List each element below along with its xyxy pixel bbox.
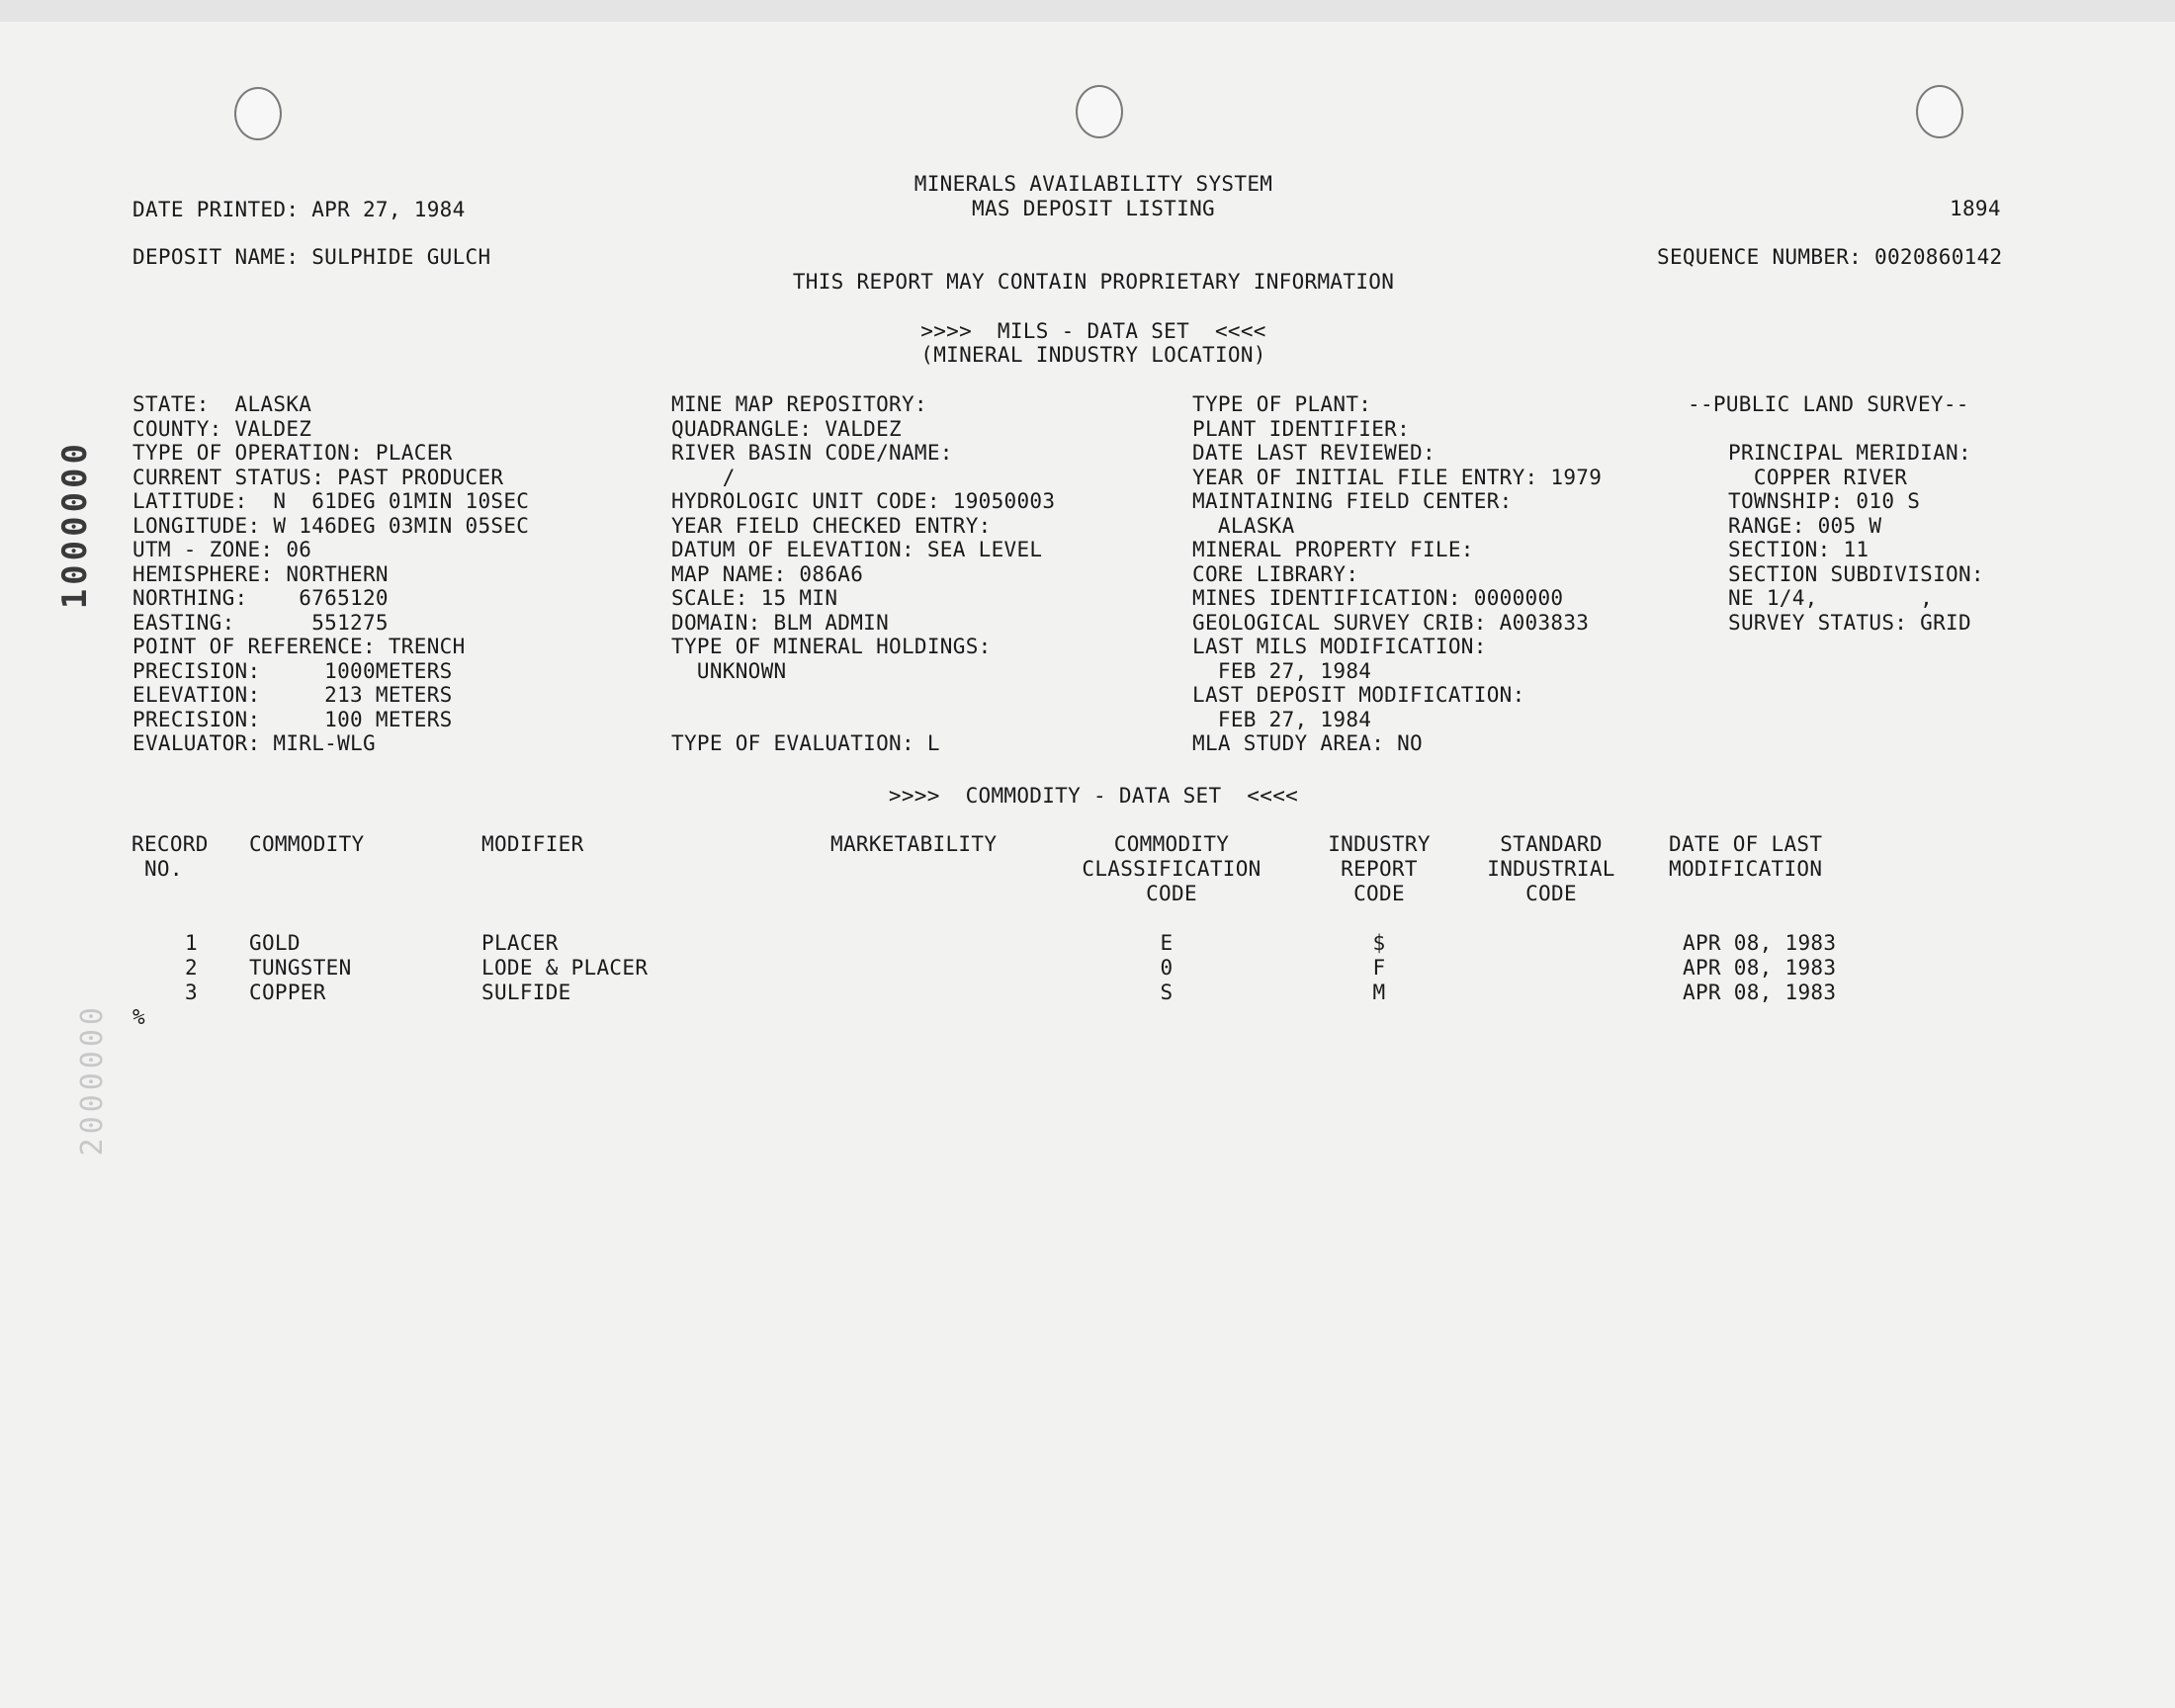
system-title: MINERALS AVAILABILITY SYSTEM: [914, 172, 1273, 196]
mils-field-line: PRECISION: 100 METERS: [132, 707, 453, 731]
mils-field-line: TYPE OF MINERAL HOLDINGS:: [671, 635, 992, 658]
date-printed: DATE PRINTED: APR 27, 1984: [132, 198, 466, 221]
survey-field-line: TOWNSHIP: 010 S: [1728, 489, 1921, 513]
mils-field-line: LAST MILS MODIFICATION:: [1192, 635, 1487, 658]
binder-hole-center: [1076, 85, 1123, 138]
header-modifier: MODIFIER: [481, 832, 584, 856]
table-row: [0, 956, 2175, 981]
proprietary-notice: THIS REPORT MAY CONTAIN PROPRIETARY INFORMATION: [792, 270, 1395, 294]
cell-classification-code: E: [1160, 931, 1174, 955]
mils-field-line: NORTHING: 6765120: [132, 586, 389, 610]
mils-field-line: HEMISPHERE: NORTHERN: [132, 561, 389, 586]
mils-field-line: MAINTAINING FIELD CENTER:: [1192, 489, 1513, 513]
header-record-no: RECORD NO.: [131, 832, 209, 881]
mils-field-line: DOMAIN: BLM ADMIN: [671, 610, 890, 635]
cell-classification-code: S: [1160, 981, 1174, 1004]
mils-section-subtitle: (MINERAL INDUSTRY LOCATION): [920, 343, 1266, 367]
public-land-survey-title: --PUBLIC LAND SURVEY--: [1688, 392, 1969, 416]
mils-field-line: GEOLOGICAL SURVEY CRIB: A003833: [1192, 610, 1590, 635]
mils-field-line: CURRENT STATUS: PAST PRODUCER: [132, 465, 504, 489]
listing-title: MAS DEPOSIT LISTING: [972, 197, 1215, 220]
mils-field-line: TYPE OF EVALUATION: L: [671, 731, 940, 755]
survey-field-line: SECTION: 11: [1728, 538, 1870, 561]
survey-field-line: COPPER RIVER: [1728, 465, 1908, 489]
binder-hole-left: [234, 87, 282, 140]
mils-field-line: MINE MAP REPOSITORY:: [671, 392, 927, 416]
mils-field-line: DATE LAST REVIEWED:: [1192, 441, 1436, 465]
mils-field-line: MLA STUDY AREA: NO: [1192, 731, 1423, 755]
cell-date: APR 08, 1983: [1683, 981, 1837, 1004]
mils-field-line: STATE: ALASKA: [132, 392, 312, 416]
cell-commodity: COPPER: [249, 981, 326, 1004]
mils-field-line: UTM - ZONE: 06: [132, 538, 312, 561]
mils-field-line: POINT OF REFERENCE: TRENCH: [132, 635, 466, 658]
cell-industry-code: $: [1372, 931, 1386, 955]
cell-record-no: 3: [185, 981, 198, 1004]
mils-section-title: >>>> MILS - DATA SET <<<<: [920, 319, 1266, 343]
survey-field-line: PRINCIPAL MERIDIAN:: [1728, 441, 1971, 465]
header-marketability: MARKETABILITY: [830, 832, 998, 856]
cell-record-no: 2: [185, 956, 198, 980]
mils-field-line: UNKNOWN: [671, 658, 787, 683]
mils-field-line: EVALUATOR: MIRL-WLG: [132, 731, 376, 755]
mils-field-line: COUNTY: VALDEZ: [132, 416, 312, 441]
cell-commodity: GOLD: [249, 931, 301, 955]
header-industry-report-code: INDUSTRY REPORT CODE: [1328, 832, 1431, 905]
header-commodity: COMMODITY: [249, 832, 365, 856]
mils-field-line: MAP NAME: 086A6: [671, 561, 864, 586]
mils-field-line: /: [671, 465, 736, 489]
margin-stamp-upper: 1000000: [55, 440, 95, 610]
listing-terminator: %: [132, 1005, 145, 1029]
cell-modifier: PLACER: [481, 931, 559, 955]
cell-record-no: 1: [185, 931, 198, 955]
mils-field-line: TYPE OF OPERATION: PLACER: [132, 441, 453, 465]
mils-field-line: LATITUDE: N 61DEG 01MIN 10SEC: [132, 489, 530, 513]
cell-modifier: LODE & PLACER: [481, 956, 649, 980]
mils-field-line: FEB 27, 1984: [1192, 707, 1372, 731]
cell-industry-code: M: [1372, 981, 1386, 1004]
mils-field-line: RIVER BASIN CODE/NAME:: [671, 441, 953, 465]
survey-field-line: SURVEY STATUS: GRID: [1728, 610, 1971, 635]
cell-industry-code: F: [1372, 956, 1386, 980]
mils-field-line: MINERAL PROPERTY FILE:: [1192, 538, 1474, 561]
mils-field-line: SCALE: 15 MIN: [671, 586, 838, 610]
mils-field-line: HYDROLOGIC UNIT CODE: 19050003: [671, 489, 1056, 513]
mils-field-line: FEB 27, 1984: [1192, 658, 1372, 683]
cell-classification-code: 0: [1160, 956, 1174, 980]
mils-field-line: QUADRANGLE: VALDEZ: [671, 416, 902, 441]
cell-date: APR 08, 1983: [1683, 931, 1837, 955]
mils-field-line: YEAR FIELD CHECKED ENTRY:: [671, 513, 992, 538]
mils-field-line: EASTING: 551275: [132, 610, 389, 635]
mils-field-line: PLANT IDENTIFIER:: [1192, 416, 1411, 441]
header-date-last-modification: DATE OF LAST MODIFICATION: [1669, 832, 1823, 881]
header-classification-code: COMMODITY CLASSIFICATION CODE: [1082, 832, 1262, 905]
mils-field-line: PRECISION: 1000METERS: [132, 658, 453, 683]
survey-field-line: SECTION SUBDIVISION:: [1728, 561, 1984, 586]
table-row: [0, 981, 2175, 1005]
binder-hole-right: [1916, 85, 1963, 138]
mils-field-line: LONGITUDE: W 146DEG 03MIN 05SEC: [132, 513, 530, 538]
deposit-name: DEPOSIT NAME: SULPHIDE GULCH: [132, 245, 491, 269]
cell-commodity: TUNGSTEN: [249, 956, 352, 980]
survey-field-line: RANGE: 005 W: [1728, 513, 1882, 538]
survey-field-line: NE 1/4, ,: [1728, 586, 1934, 610]
sequence-number: SEQUENCE NUMBER: 0020860142: [1657, 245, 2003, 269]
mils-field-line: CORE LIBRARY:: [1192, 561, 1359, 586]
mils-field-line: TYPE OF PLANT:: [1192, 392, 1372, 416]
margin-stamp-lower: 2000000: [75, 1003, 110, 1156]
mils-field-line: DATUM OF ELEVATION: SEA LEVEL: [671, 538, 1043, 561]
mils-field-line: ELEVATION: 213 METERS: [132, 683, 453, 707]
cell-date: APR 08, 1983: [1683, 956, 1837, 980]
header-standard-industrial-code: STANDARD INDUSTRIAL CODE: [1487, 832, 1615, 905]
page-number: 1894: [1950, 197, 2001, 220]
mils-field-line: MINES IDENTIFICATION: 0000000: [1192, 586, 1564, 610]
mils-field-line: YEAR OF INITIAL FILE ENTRY: 1979: [1192, 465, 1603, 489]
mils-field-line: LAST DEPOSIT MODIFICATION:: [1192, 683, 1525, 707]
mils-field-line: ALASKA: [1192, 513, 1295, 538]
table-row: [0, 931, 2175, 956]
commodity-section-title: >>>> COMMODITY - DATA SET <<<<: [888, 784, 1299, 808]
cell-modifier: SULFIDE: [481, 981, 571, 1004]
